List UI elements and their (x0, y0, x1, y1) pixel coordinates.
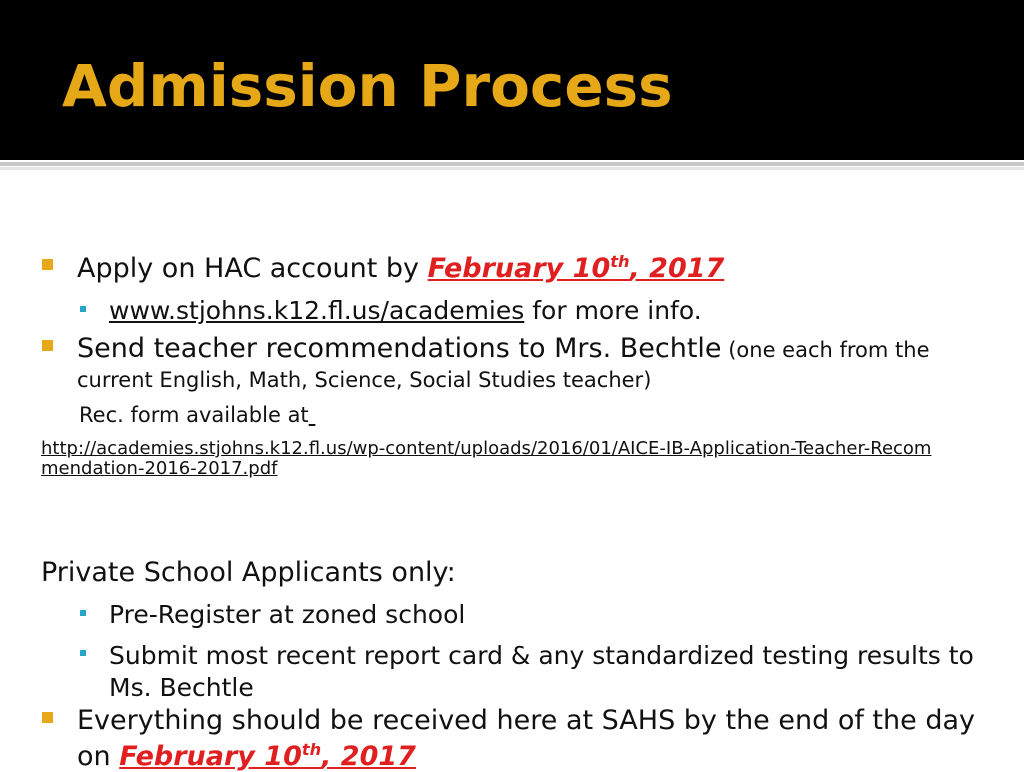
bullet-everything-received: Everything should be received here at SAHS by the end of the day (77, 705, 975, 736)
deadline-date: February 10th, 2017 (427, 252, 725, 284)
rec-form-label: Rec. form available at (79, 403, 315, 427)
sub-bullet-icon (80, 650, 86, 656)
bullet-square-icon (42, 712, 53, 723)
bullet-text: Apply on HAC account by (77, 253, 428, 284)
bullet-text: Send teacher recommendations to Mrs. Bechtle (77, 333, 722, 364)
bullet-teacher-recommendations (77, 333, 930, 364)
sub-bullet-report-card-continued: Ms. Bechtle (109, 673, 254, 702)
rec-form-link-start[interactable] (309, 403, 316, 427)
title-bar (0, 0, 1024, 160)
sub-bullet-icon (80, 610, 86, 616)
bullet-square-icon (42, 340, 53, 351)
sub-bullet-report-card: Submit most recent report card & any standardized testing results to (109, 641, 974, 670)
divider-shadow (0, 167, 1024, 170)
bullet-apply-hac (77, 252, 724, 284)
sub-bullet-icon (80, 306, 86, 312)
academies-link[interactable]: www.stjohns.k12.fl.us/academies (109, 296, 525, 325)
deadline-date: February 10th, 2017 (119, 740, 416, 772)
rec-form-url-line-1[interactable]: http://academies.stjohns.k12.fl.us/wp-content/uploads/2016/01/AICE-IB-Application-Teacher-Recom (41, 438, 932, 459)
private-school-heading: Private School Applicants only: (41, 557, 456, 588)
divider (0, 162, 1024, 166)
rec-form-url-line-2[interactable]: mendation-2016-2017.pdf (41, 458, 278, 479)
page-title: Admission Process (62, 52, 673, 120)
sub-bullet-tail: for more info. (524, 296, 702, 325)
bullet-note: (one each from the (721, 338, 930, 362)
bullet-everything-received-continued: on February 10th, 2017 (77, 740, 416, 772)
bullet-square-icon (42, 259, 53, 270)
sub-bullet-academies (109, 296, 702, 325)
sub-bullet-preregister: Pre-Register at zoned school (109, 600, 466, 629)
bullet-note-continued: current English, Math, Science, Social Studies teacher) (77, 368, 652, 392)
